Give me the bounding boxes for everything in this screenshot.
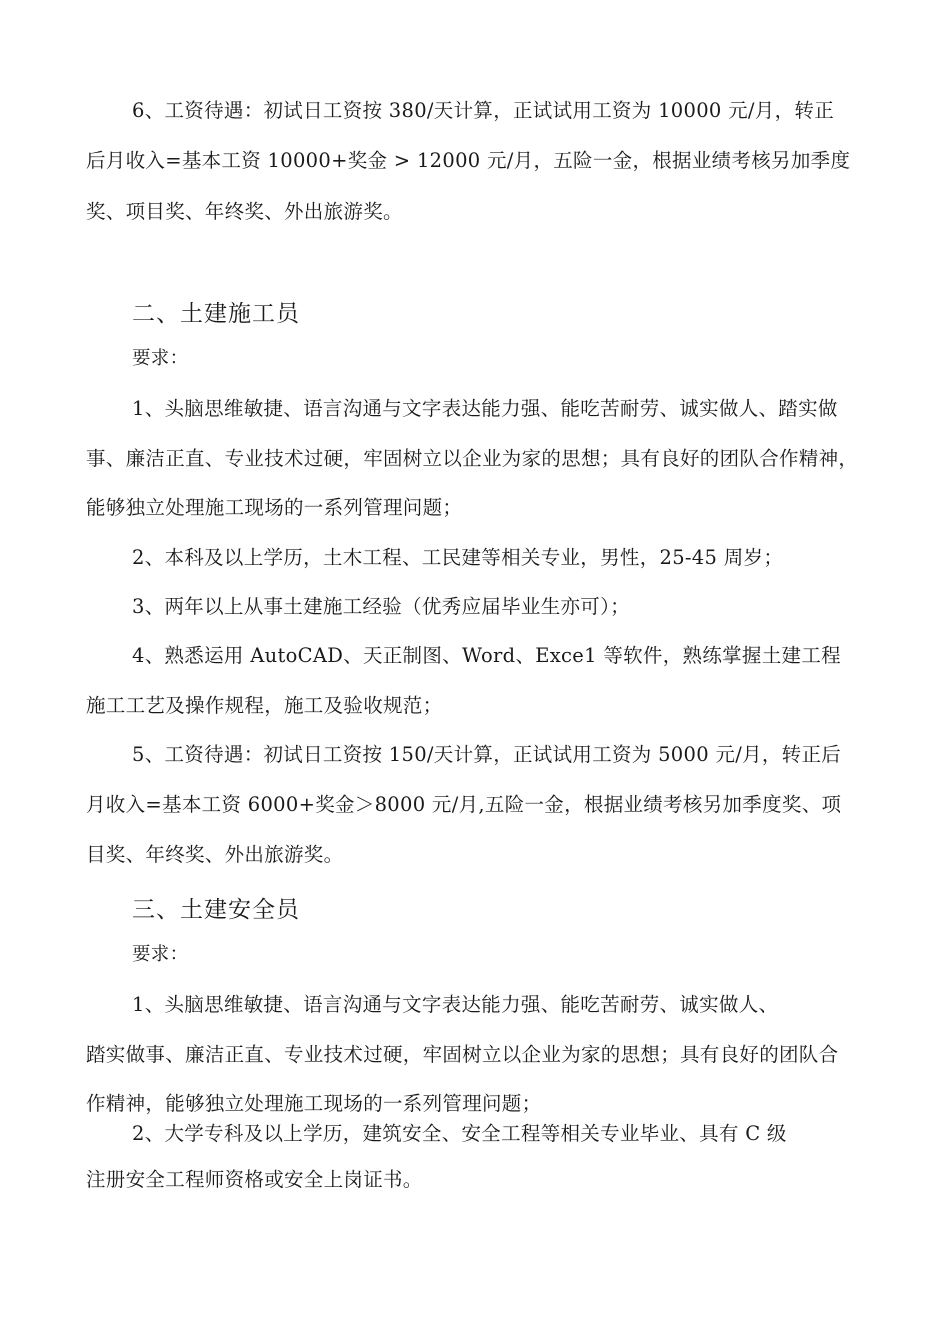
paragraph-line: 奖、项目奖、年终奖、外出旅游奖。 [86, 200, 403, 223]
paragraph-line: 后月收入=基本工资 10000+奖金 > 12000 元/月，五险一金，根据业绩考核另加季度 [86, 149, 851, 172]
paragraph-line: 2、本科及以上学历，土木工程、工民建等相关专业，男性，25-45 周岁； [132, 546, 784, 569]
paragraph-line: 2、大学专科及以上学历，建筑安全、安全工程等相关专业毕业、具有 C 级 [132, 1122, 787, 1145]
paragraph-line: 1、头脑思维敏捷、语言沟通与文字表达能力强、能吃苦耐劳、诚实做人、 [132, 993, 779, 1016]
paragraph-line: 事、廉洁正直、专业技术过硬，牢固树立以企业为家的思想；具有良好的团队合作精神， [86, 447, 859, 470]
paragraph-line: 踏实做事、廉洁正直、专业技术过硬，牢固树立以企业为家的思想；具有良好的团队合 [86, 1043, 839, 1066]
requirements-label: 要求： [132, 944, 189, 965]
paragraph-line: 3、两年以上从事土建施工经验（优秀应届毕业生亦可）； [132, 595, 630, 618]
paragraph-line: 作精神，能够独立处理施工现场的一系列管理问题； [86, 1092, 542, 1115]
paragraph-line: 6、工资待遇：初试日工资按 380/天计算，正试试用工资为 10000 元/月，转正 [132, 99, 834, 122]
paragraph-line: 1、头脑思维敏捷、语言沟通与文字表达能力强、能吃苦耐劳、诚实做人、踏实做 [132, 397, 838, 420]
section-heading: 三、土建安全员 [132, 897, 300, 923]
paragraph-line: 能够独立处理施工现场的一系列管理问题； [86, 496, 463, 519]
paragraph-line: 月收入=基本工资 6000+奖金＞8000 元/月,五险一金，根据业绩考核另加季度奖、项 [86, 793, 842, 816]
section-heading: 二、土建施工员 [132, 301, 300, 327]
requirements-label: 要求： [132, 348, 189, 369]
paragraph-line: 施工工艺及操作规程，施工及验收规范； [86, 694, 443, 717]
paragraph-line: 目奖、年终奖、外出旅游奖。 [86, 843, 344, 866]
paragraph-line: 注册安全工程师资格或安全上岗证书。 [86, 1168, 423, 1191]
paragraph-line: 4、熟悉运用 AutoCAD、天正制图、Word、Exce1 等软件，熟练掌握土建工程 [132, 644, 841, 667]
paragraph-line: 5、工资待遇：初试日工资按 150/天计算，正试试用工资为 5000 元/月，转正后 [132, 743, 842, 766]
